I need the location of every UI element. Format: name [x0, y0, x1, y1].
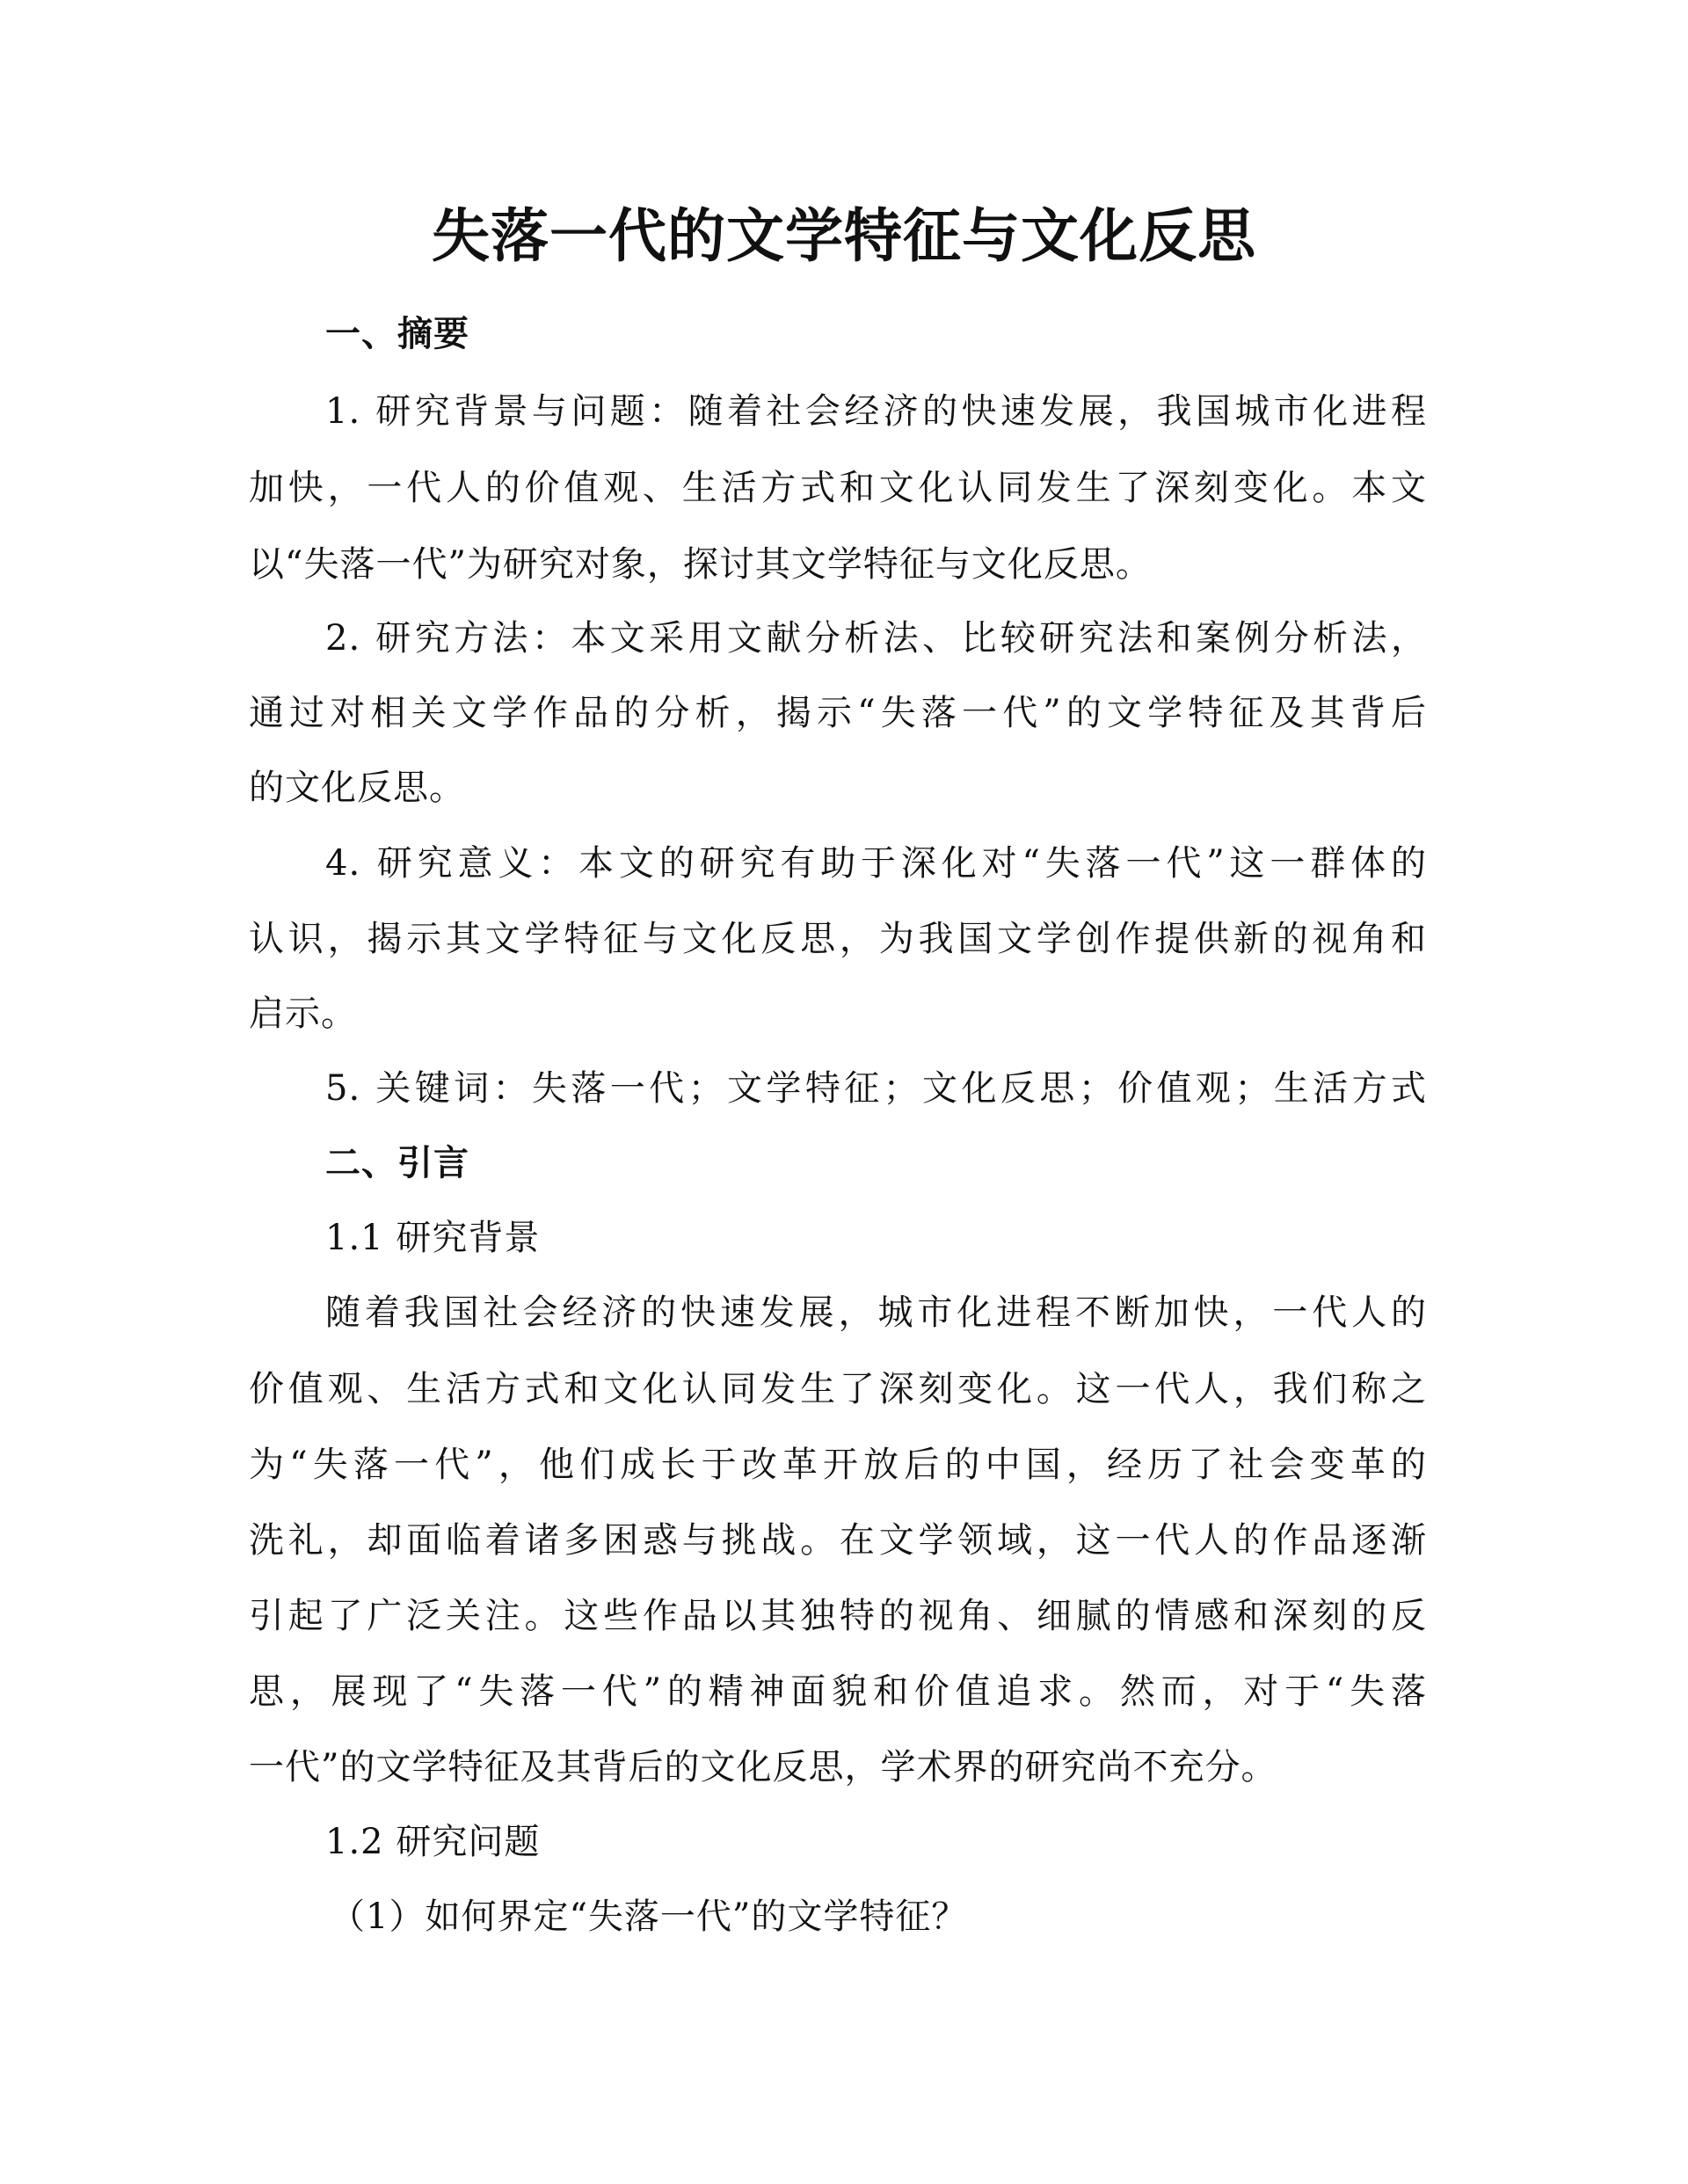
- subsection-heading-research-questions: 1.2 研究问题: [325, 1822, 541, 1862]
- abstract-paragraph-4-line-3: 启示。: [249, 994, 357, 1034]
- background-paragraph-line-6: 思，展现了“失落一代”的精神面貌和价值追求。然而，对于“失落: [249, 1671, 1427, 1712]
- research-question-1: （1）如何界定“失落一代”的文学特征？: [330, 1896, 968, 1937]
- abstract-keywords: 5. 关键词：失落一代；文学特征；文化反思；价值观；生活方式: [325, 1068, 1427, 1109]
- abstract-paragraph-4-line-1: 4. 研究意义：本文的研究有助于深化对“失落一代”这一群体的: [325, 843, 1427, 884]
- abstract-paragraph-2-line-2: 通过对相关文学作品的分析，揭示“失落一代”的文学特征及其背后: [249, 693, 1427, 733]
- document-title: 失落一代的文学特征与文化反思: [432, 201, 1256, 270]
- background-paragraph-line-4: 洗礼，却面临着诸多困惑与挑战。在文学领域，这一代人的作品逐渐: [249, 1520, 1427, 1561]
- abstract-paragraph-2-line-1: 2. 研究方法：本文采用文献分析法、比较研究法和案例分析法，: [325, 618, 1427, 659]
- abstract-paragraph-4-line-2: 认识，揭示其文学特征与文化反思，为我国文学创作提供新的视角和: [249, 919, 1427, 959]
- section-heading-abstract: 一、摘要: [325, 313, 469, 354]
- abstract-paragraph-1-line-2: 加快，一代人的价值观、生活方式和文化认同发生了深刻变化。本文: [249, 468, 1427, 508]
- abstract-paragraph-1-line-1: 1. 研究背景与问题：随着社会经济的快速发展，我国城市化进程: [325, 391, 1427, 432]
- background-paragraph-line-1: 随着我国社会经济的快速发展，城市化进程不断加快，一代人的: [325, 1292, 1427, 1333]
- subsection-heading-research-background: 1.1 研究背景: [325, 1218, 541, 1258]
- abstract-paragraph-1-line-3: 以“失落一代”为研究对象，探讨其文学特征与文化反思。: [249, 544, 1152, 585]
- abstract-paragraph-2-line-3: 的文化反思。: [249, 768, 465, 808]
- section-heading-introduction: 二、引言: [325, 1142, 469, 1183]
- background-paragraph-line-2: 价值观、生活方式和文化认同发生了深刻变化。这一代人，我们称之: [249, 1369, 1427, 1409]
- background-paragraph-line-5: 引起了广泛关注。这些作品以其独特的视角、细腻的情感和深刻的反: [249, 1596, 1427, 1636]
- background-paragraph-line-3: 为“失落一代”，他们成长于改革开放后的中国，经历了社会变革的: [249, 1445, 1427, 1485]
- background-paragraph-line-7: 一代”的文学特征及其背后的文化反思，学术界的研究尚不充分。: [249, 1747, 1277, 1787]
